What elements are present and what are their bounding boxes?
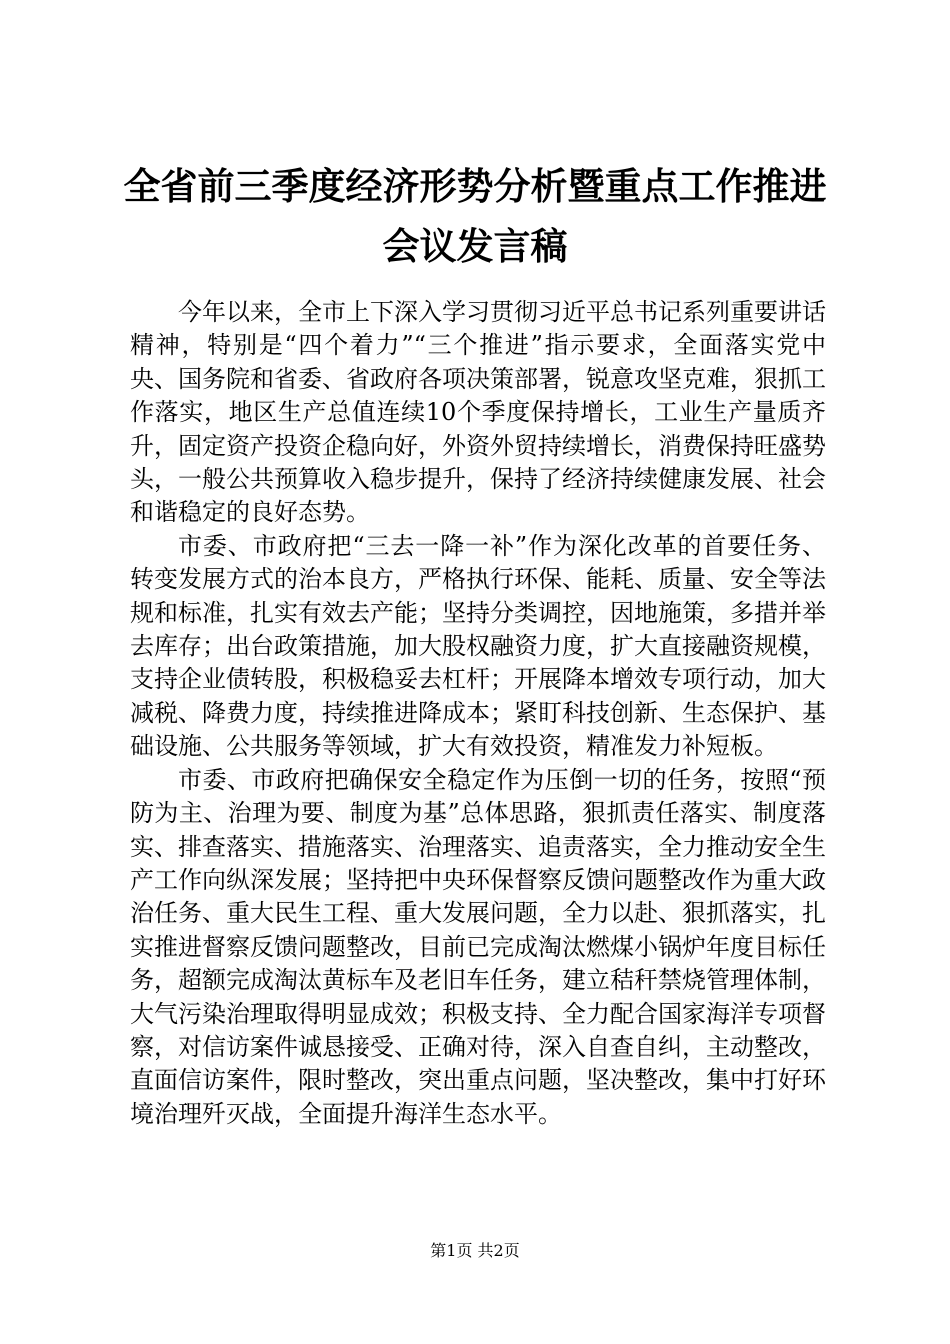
paragraph-2: 市委、市政府把“三去一降一补”作为深化改革的首要任务、转变发展方式的治本良方，严格执行环保、能耗、质量、安全等法规和标准，扎实有效去产能；坚持分类调控，因地施策，多措并举去库存；出台政策措施，加大股权融资力度，扩大直接融资规模，支持企业债转股，积极稳妥去杠杆；开展降本增效专项行动，加大减税、降费力度，持续推进降成本；紧盯科技创新、生态保护、基础设施、公共服务等领域，扩大有效投资，精准发力补短板。 bbox=[130, 531, 826, 761]
paragraph-1: 今年以来，全市上下深入学习贯彻习近平总书记系列重要讲话精神，特别是“四个着力”“三个推进”指示要求，全面落实党中央、国务院和省委、省政府各项决策部署，锐意攻坚克难，狠抓工作落实，地区生产总值连续10个季度保持增长，工业生产量质齐升，固定资产投资企稳向好，外资外贸持续增长，消费保持旺盛势头，一般公共预算收入稳步提升，保持了经济持续健康发展、社会和谐稳定的良好态势。 bbox=[130, 298, 826, 527]
page-number-footer: 第1页 共2页 bbox=[430, 1241, 520, 1260]
paragraph-3: 市委、市政府把确保安全稳定作为压倒一切的任务，按照“预防为主、治理为要、制度为基”总体思路，狠抓责任落实、制度落实、排查落实、措施落实、治理落实、追责落实，全力推动安全生产工作向纵深发展；坚持把中央环保督察反馈问题整改作为重大政治任务、重大民生工程、重大发展问题，全力以赴、狠抓落实，扎实推进督察反馈问题整改，目前已完成淘汰燃煤小锅炉年度目标任务，超额完成淘汰黄标车及老旧车任务，建立秸秆禁烧管理体制，大气污染治理取得明显成效；积极支持、全力配合国家海洋专项督察，对信访案件诚恳接受、正确对待，深入自查自纠，主动整改，直面信访案件，限时整改，突出重点问题，坚决整改，集中打好环境治理歼灭战，全面提升海洋生态水平。 bbox=[130, 765, 826, 1128]
document-title: 全省前三季度经济形势分析暨重点工作推进会议发言稿 bbox=[123, 164, 827, 268]
document-body bbox=[130, 296, 826, 1131]
